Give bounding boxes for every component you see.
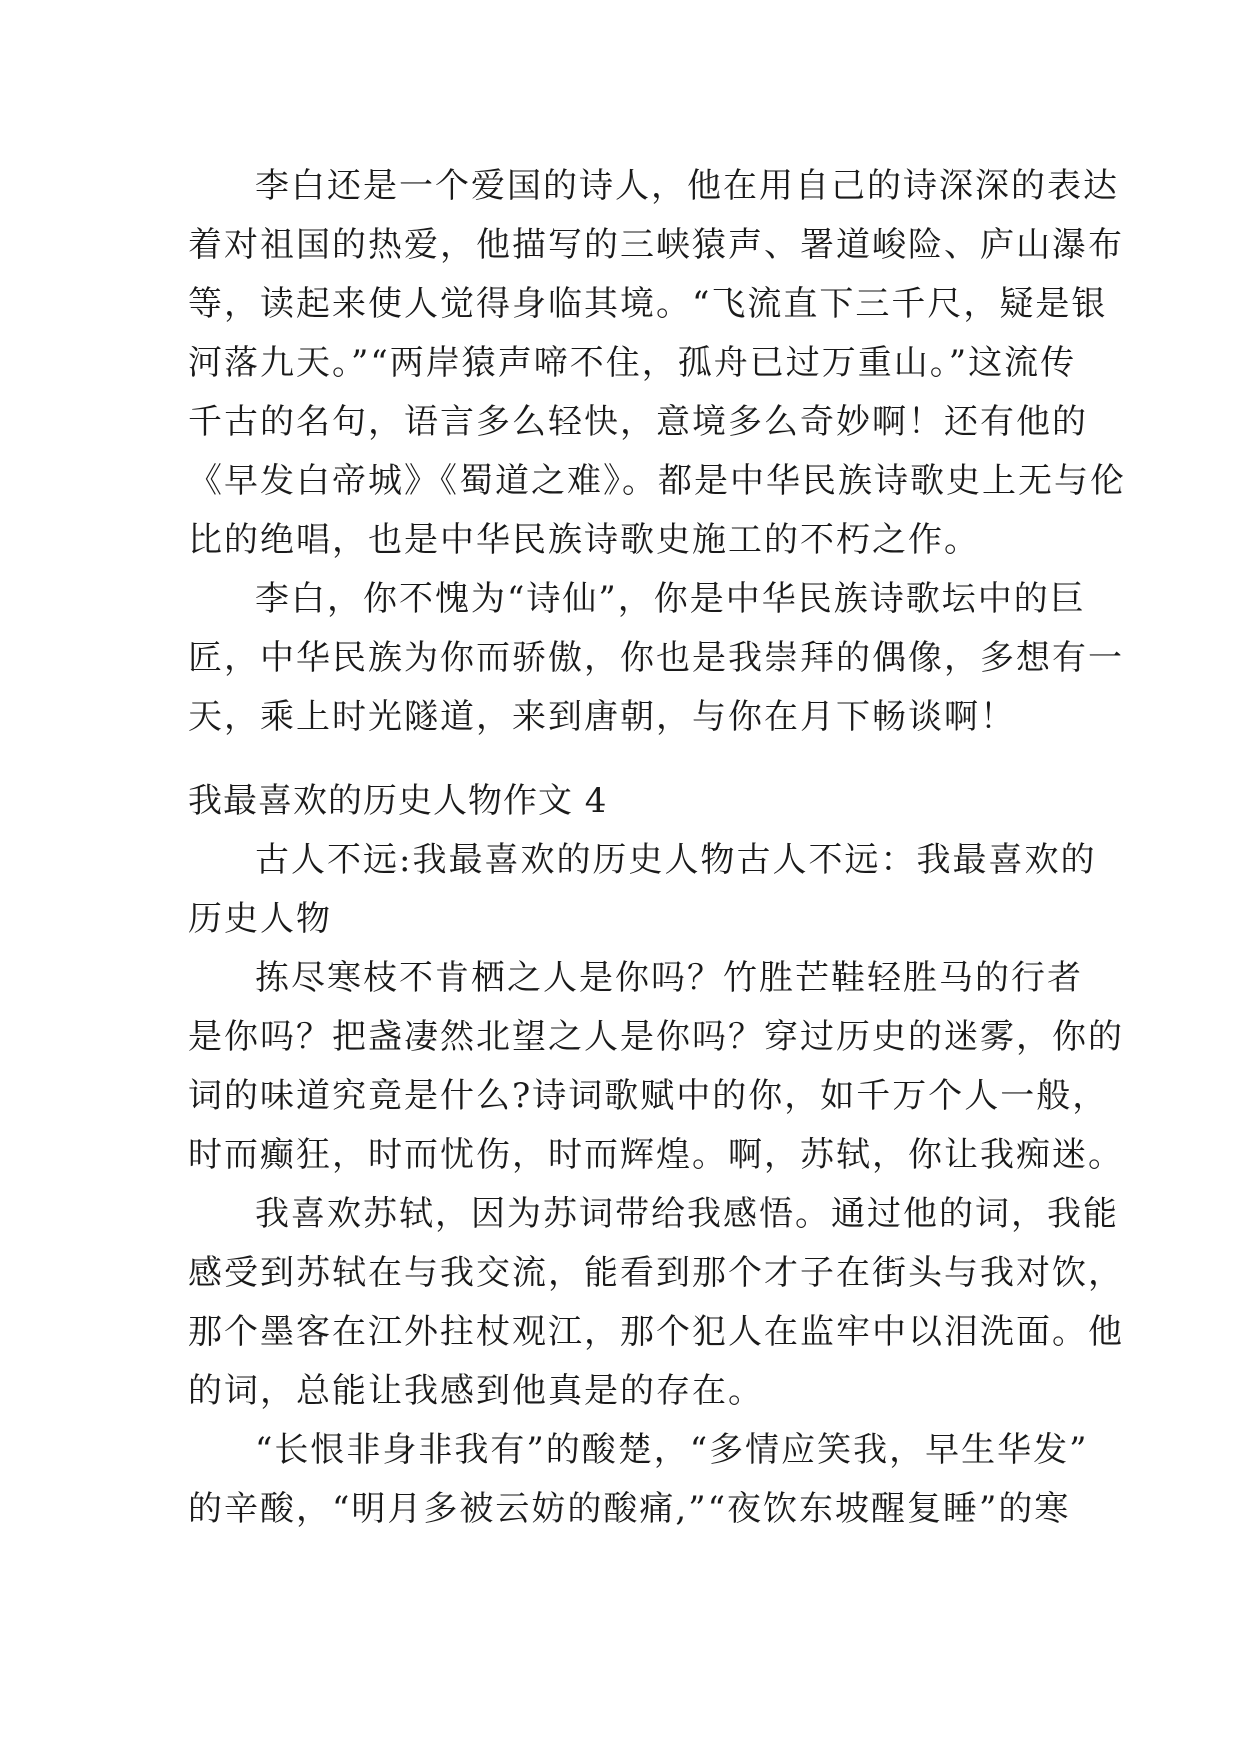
paragraph-line: 历史人物 [188,899,332,939]
paragraph-line: 着对祖国的热爱，他描写的三峡猿声、署道峻险、庐山瀑布 [188,225,1124,265]
essay-section-libai [188,157,1126,747]
paragraph-line: 拣尽寒枝不肯栖之人是你吗？竹胜芒鞋轻胜马的行者 [255,958,1083,998]
paragraph-line: 比的绝唱，也是中华民族诗歌史施工的不朽之作。 [188,520,980,560]
paragraph-line: 的辛酸，“明月多被云妨的酸痛,”“夜饮东坡醒复睡”的寒 [188,1489,1071,1529]
paragraph-line: 《早发白帝城》《蜀道之难》。都是中华民族诗歌史上无与伦 [188,461,1126,501]
paragraph-line: 李白，你不愧为“诗仙”，你是中华民族诗歌坛中的巨 [255,579,1086,619]
paragraph-line: 那个墨客在江外拄杖观江，那个犯人在监牢中以泪洗面。他 [188,1312,1124,1352]
paragraph-line: “长恨非身非我有”的酸楚，“多情应笑我，早生华发” [255,1430,1089,1470]
paragraph-line: 词的味道究竟是什么?诗词歌赋中的你，如千万个人一般， [188,1076,1109,1116]
paragraph-line: 河落九天。”“两岸猿声啼不住，孤舟已过万重山。”这流传 [188,343,1077,383]
paragraph-line: 古人不远:我最喜欢的历史人物古人不远：我最喜欢的 [255,840,1097,880]
paragraph-line: 的词，总能让我感到他真是的存在。 [188,1371,764,1411]
paragraph-line: 感受到苏轼在与我交流，能看到那个才子在街头与我对饮， [188,1253,1124,1293]
paragraph-line: 是你吗？把盏凄然北望之人是你吗？穿过历史的迷雾，你的 [188,1017,1124,1057]
paragraph-line: 千古的名句，语言多么轻快，意境多么奇妙啊！还有他的 [188,402,1088,442]
paragraph-line: 我喜欢苏轼，因为苏词带给我感悟。通过他的词，我能 [255,1194,1119,1234]
paragraph-line: 天，乘上时光隧道，来到唐朝，与你在月下畅谈啊！ [188,697,1016,737]
paragraph-line: 匠，中华民族为你而骄傲，你也是我崇拜的偶像，多想有一 [188,638,1124,678]
essay-section-sushi [188,831,1124,1539]
paragraph-line: 时而癫狂，时而忧伤，时而辉煌。啊，苏轼，你让我痴迷。 [188,1135,1124,1175]
essay-heading: 我最喜欢的历史人物作文 4 [188,781,608,821]
paragraph-line: 等，读起来使人觉得身临其境。“飞流直下三千尺，疑是银 [188,284,1108,324]
paragraph-line: 李白还是一个爱国的诗人，他在用自己的诗深深的表达 [255,166,1119,206]
